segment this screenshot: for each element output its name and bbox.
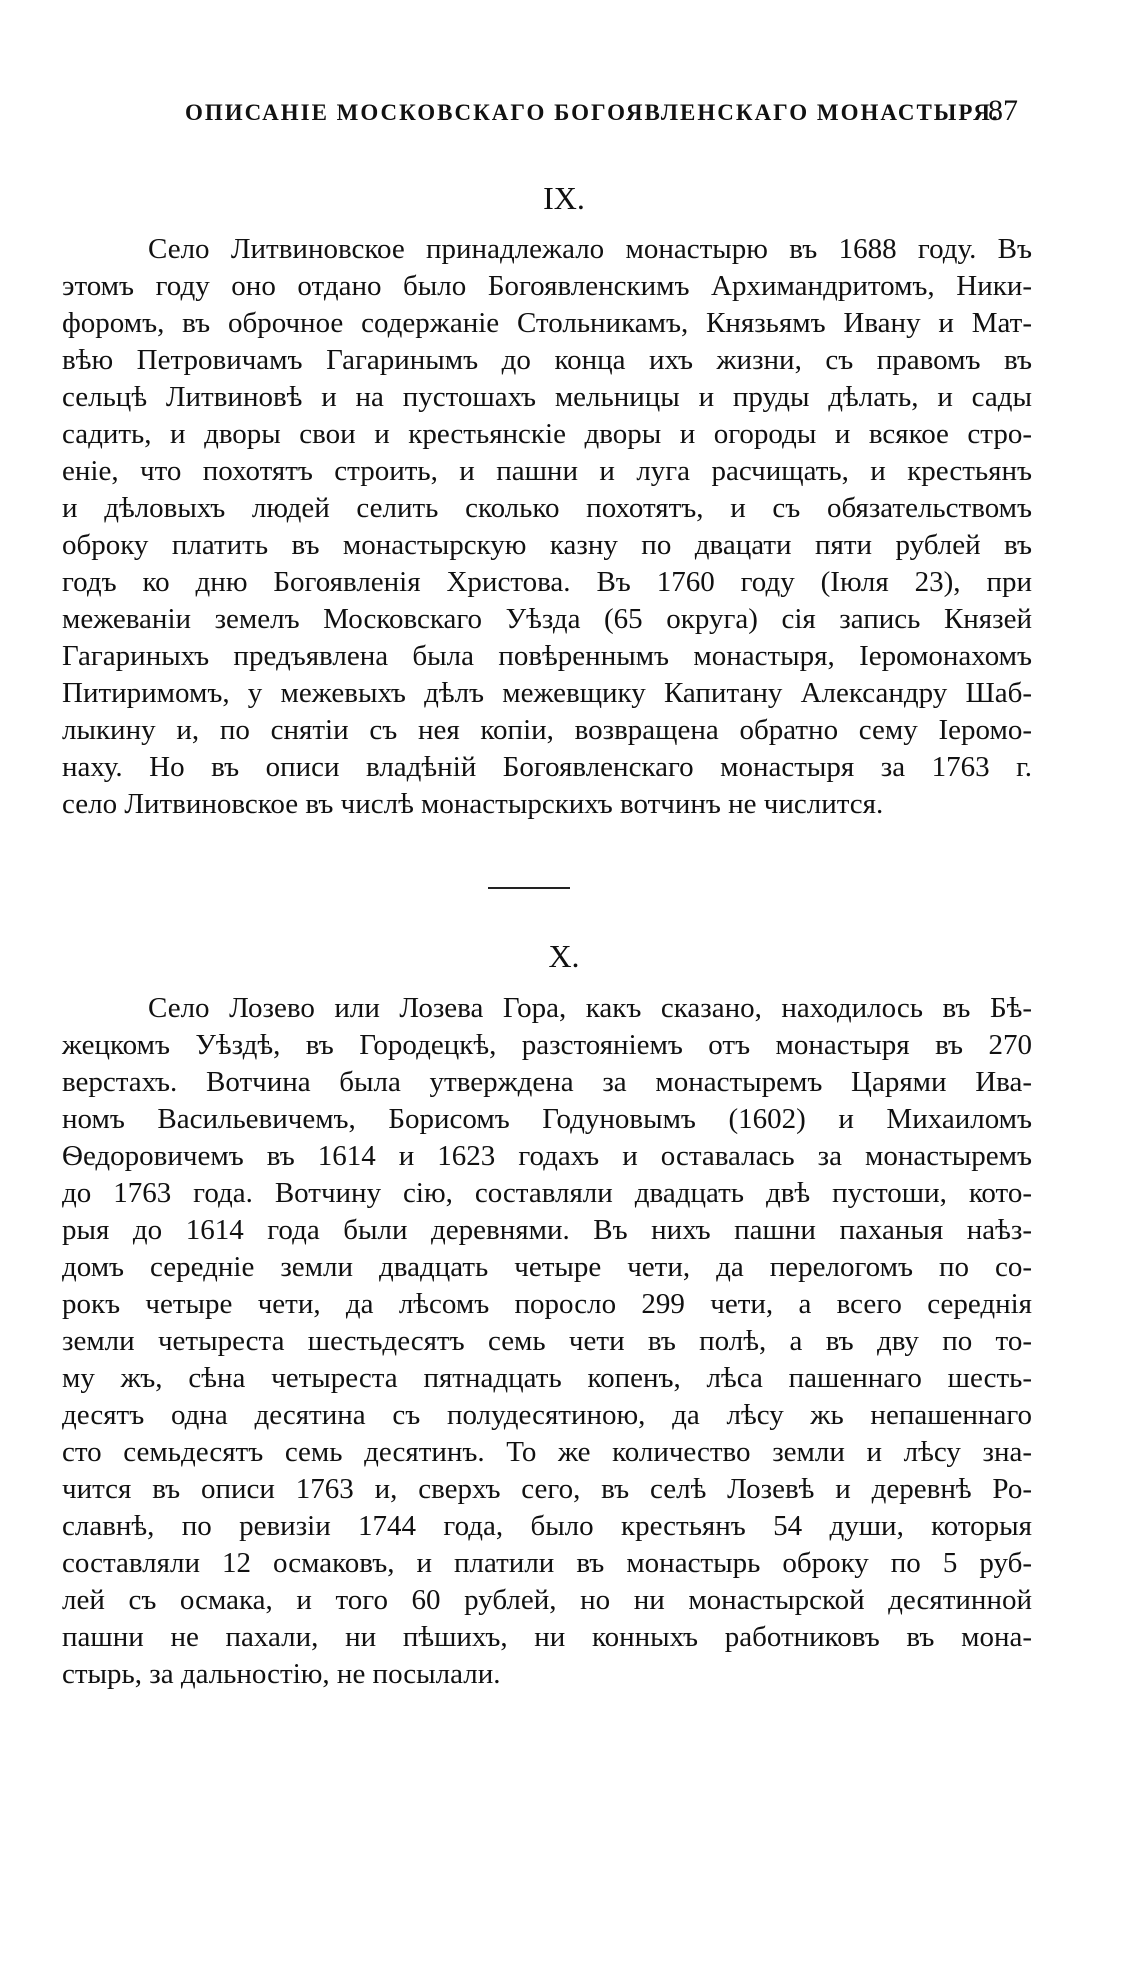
text-line: садить, и дворы свои и крестьянскіе дворы и огороды и всякое стро- <box>62 418 1032 450</box>
text-line: номъ Васильевичемъ, Борисомъ Годуновымъ (1602) и Михаиломъ <box>62 1103 1032 1135</box>
text-line: межеваніи земелъ Московскаго Уѣзда (65 округа) сія запись Князей <box>62 603 1032 635</box>
text-line: Гагариныхъ предъявлена была повѣреннымъ монастыря, Іеромонахомъ <box>62 640 1032 672</box>
text-line: домъ середніе земли двадцать четыре чети, да перелогомъ по со- <box>62 1251 1032 1283</box>
text-line: земли четыреста шестьдесятъ семь чети въ полѣ, а въ дву по то- <box>62 1325 1032 1357</box>
text-line: до 1763 года. Вотчину сію, составляли двадцать двѣ пустоши, кото- <box>62 1177 1032 1209</box>
text-line: лыкину и, по снятіи съ нея копіи, возвращена обратно сему Іеромо- <box>62 714 1032 746</box>
text-line: чится въ описи 1763 и, сверхъ сего, въ селѣ Лозевѣ и деревнѣ Ро- <box>62 1473 1032 1505</box>
text-line: верстахъ. Вотчина была утверждена за монастыремъ Царями Ива- <box>62 1066 1032 1098</box>
text-line: пашни не пахали, ни пѣшихъ, ни конныхъ работниковъ въ мона- <box>62 1621 1032 1653</box>
text-line: стырь, за дальностію, не посылали. <box>62 1658 501 1690</box>
text-line: оброку платить въ монастырскую казну по двацати пяти рублей въ <box>62 529 1032 561</box>
page-number: 87 <box>988 94 1018 127</box>
text-line: вѣю Петровичамъ Гагаринымъ до конца ихъ жизни, съ правомъ въ <box>62 344 1032 376</box>
text-line: Село Литвиновское принадлежало монастырю въ 1688 году. Въ <box>148 233 1032 265</box>
text-line: Село Лозево или Лозева Гора, какъ сказано, находилось въ Бѣ- <box>148 992 1032 1024</box>
text-line: село Литвиновское въ числѣ монастырскихъ вотчинъ не числится. <box>62 788 884 820</box>
text-line: лей съ осмака, и того 60 рублей, но ни монастырской десятинной <box>62 1584 1032 1616</box>
text-line: еніе, что похотятъ строить, и пашни и луга расчищать, и крестьянъ <box>62 455 1032 487</box>
section-divider <box>488 887 570 889</box>
text-line: этомъ году оно отдано было Богоявленскимъ Архимандритомъ, Ники- <box>62 270 1032 302</box>
text-line: и дѣловыхъ людей селить сколько похотятъ, и съ обязательствомъ <box>62 492 1032 524</box>
text-line: наху. Но въ описи владѣній Богоявленскаго монастыря за 1763 г. <box>62 751 1032 783</box>
text-line: годъ ко дню Богоявленія Христова. Въ 1760 году (Іюля 23), при <box>62 566 1032 598</box>
paragraph-section-x <box>62 990 1032 1693</box>
text-line: составляли 12 осмаковъ, и платили въ монастырь оброку по 5 руб- <box>62 1547 1032 1579</box>
section-heading-x: X. <box>548 938 580 974</box>
text-line: сельцѣ Литвиновѣ и на пустошахъ мельницы и пруды дѣлать, и сады <box>62 381 1032 413</box>
text-line: му жъ, сѣна четыреста пятнадцать копенъ, лѣса пашеннаго шесть- <box>62 1362 1032 1394</box>
text-line: жецкомъ Уѣздѣ, въ Городецкѣ, разстояніемъ отъ монастыря въ 270 <box>62 1029 1032 1061</box>
text-line: рокъ четыре чети, да лѣсомъ поросло 299 чети, а всего середнія <box>62 1288 1032 1320</box>
text-line: Ѳедоровичемъ въ 1614 и 1623 годахъ и оставалась за монастыремъ <box>62 1140 1032 1172</box>
text-line: славнѣ, по ревизіи 1744 года, было крестьянъ 54 души, которыя <box>62 1510 1032 1542</box>
section-heading-ix: IX. <box>543 180 585 216</box>
text-line: десятъ одна десятина съ полудесятиною, да лѣсу жь непашеннаго <box>62 1399 1032 1431</box>
text-line: форомъ, въ оброчное содержаніе Стольникамъ, Князьямъ Ивану и Мат- <box>62 307 1032 339</box>
text-line: Питиримомъ, у межевыхъ дѣлъ межевщику Капитану Александру Шаб- <box>62 677 1032 709</box>
text-line: сто семьдесятъ семь десятинъ. То же количество земли и лѣсу зна- <box>62 1436 1032 1468</box>
text-line: рыя до 1614 года были деревнями. Въ нихъ пашни паханыя наѣз- <box>62 1214 1032 1246</box>
paragraph-section-ix <box>62 231 1032 823</box>
running-title: ОПИСАНІЕ МОСКОВСКАГО БОГОЯВЛЕНСКАГО МОНАСТЫРЯ. <box>185 100 1000 125</box>
